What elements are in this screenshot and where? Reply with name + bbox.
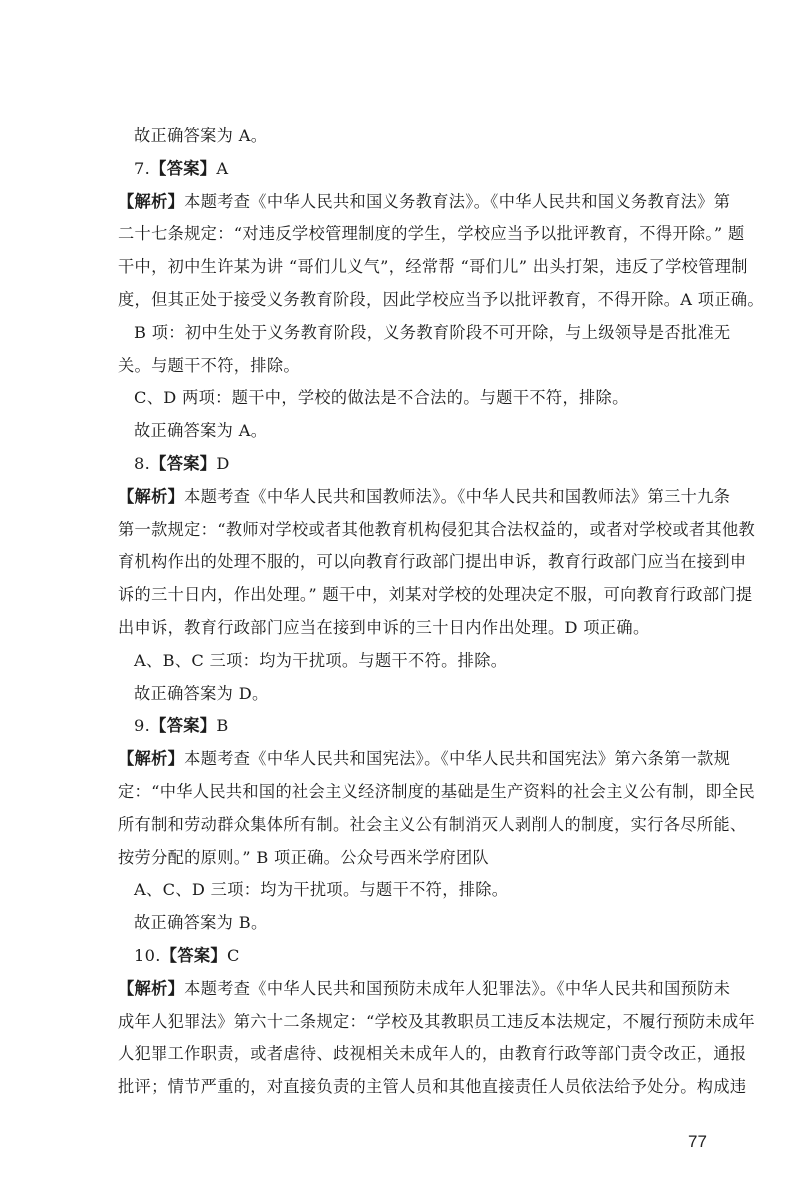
analysis-text: 本题考查《中华人民共和国义务教育法》。《中华人民共和国义务教育法》第 — [184, 191, 731, 211]
continuation-line: 二十七条规定：“对违反学校管理制度的学生，学校应当予以批评教育，不得开除。” 题 — [118, 224, 745, 244]
continuation-line: 定：“中华人民共和国的社会主义经济制度的基础是生产资料的社会主义公有制，即全民 — [118, 781, 756, 801]
analysis-text: 本题考查《中华人民共和国预防未成年人犯罪法》。《中华人民共和国预防未 — [184, 978, 731, 998]
question-number: 7. — [134, 158, 151, 178]
analysis-line — [118, 481, 731, 514]
paragraph-line: B 项：初中生处于义务教育阶段，义务教育阶段不可开除，与上级领导是否批准无 — [134, 322, 731, 342]
answer-choice: D — [216, 453, 230, 473]
analysis-label: 【解析】 — [118, 191, 185, 211]
analysis-line — [118, 973, 731, 1006]
analysis-label: 【解析】 — [118, 749, 185, 769]
answer-label: 【答案】 — [150, 158, 217, 178]
answer-heading — [134, 710, 674, 743]
continuation-line: 按劳分配的原则。” B 项正确。公众号西米学府团队 — [118, 847, 490, 867]
analysis-line — [118, 743, 731, 776]
paragraph-line: 故正确答案为 D。 — [134, 683, 269, 703]
paragraph-line: A、C、D 三项：均为干扰项。与题干不符，排除。 — [134, 880, 509, 900]
answer-choice: B — [216, 716, 229, 736]
analysis-text: 本题考查《中华人民共和国宪法》。《中华人民共和国宪法》第六条第一款规 — [184, 749, 731, 769]
continuation-line: 诉的三十日内，作出处理。” 题干中，刘某对学校的处理决定不服，可向教育行政部门提 — [118, 585, 753, 605]
question-number: 8. — [134, 453, 151, 473]
paragraph-line: C、D 两项：题干中，学校的做法是不合法的。与题干不符，排除。 — [134, 388, 629, 408]
analysis-label: 【解析】 — [118, 978, 185, 998]
analysis-label: 【解析】 — [118, 486, 185, 506]
continuation-line: 度，但其正处于接受义务教育阶段，因此学校应当予以批评教育，不得开除。A 项正确。 — [118, 289, 764, 309]
continuation-line: 出申诉，教育行政部门应当在接到申诉的三十日内作出处理。D 项正确。 — [118, 617, 650, 637]
continuation-line: 干中，初中生许某为讲 “哥们儿义气”，经常帮 “哥们儿” 出头打架，违反了学校管理制 — [118, 257, 748, 277]
answer-heading — [134, 940, 674, 973]
question-number: 9. — [134, 716, 151, 736]
answer-label: 【答案】 — [150, 453, 217, 473]
paragraph-line: 故正确答案为 A。 — [134, 126, 268, 145]
analysis-text: 本题考查《中华人民共和国教师法》。《中华人民共和国教师法》第三十九条 — [184, 486, 731, 506]
continuation-line: 成年人犯罪法》第六十二条规定：“学校及其教职员工违反本法规定，不履行预防未成年 — [118, 1011, 756, 1031]
question-number: 10. — [134, 945, 161, 965]
answer-heading — [134, 153, 674, 186]
continuation-line: 育机构作出的处理不服的，可以向教育行政部门提出申诉，教育行政部门应当在接到申 — [118, 552, 747, 572]
answer-choice: A — [216, 158, 229, 178]
continuation-line: 人犯罪工作职责，或者虐待、歧视相关未成年人的，由教育行政等部门责令改正，通报 — [118, 1044, 747, 1064]
paragraph-line: 故正确答案为 B。 — [134, 913, 268, 933]
continuation-line: 所有制和劳动群众集体所有制。社会主义公有制消灭人剥削人的制度，实行各尽所能、 — [118, 814, 747, 834]
paragraph-line: 故正确答案为 A。 — [134, 421, 268, 441]
answer-heading — [134, 448, 674, 481]
continuation-line: 第一款规定：“教师对学校或者其他教育机构侵犯其合法权益的，或者对学校或者其他教 — [118, 519, 756, 539]
answer-choice: C — [226, 945, 240, 965]
page-body — [118, 120, 764, 1104]
answer-label: 【答案】 — [160, 945, 227, 965]
continuation-line: 关。与题干不符，排除。 — [118, 355, 300, 375]
answer-label: 【答案】 — [150, 716, 217, 736]
analysis-line — [118, 186, 731, 219]
continuation-line: 批评；情节严重的，对直接负责的主管人员和其他直接责任人员依法给予处分。构成违 — [118, 1077, 747, 1097]
page-number: 77 — [688, 1132, 707, 1151]
paragraph-line: A、B、C 三项：均为干扰项。与题干不符。排除。 — [134, 650, 508, 670]
